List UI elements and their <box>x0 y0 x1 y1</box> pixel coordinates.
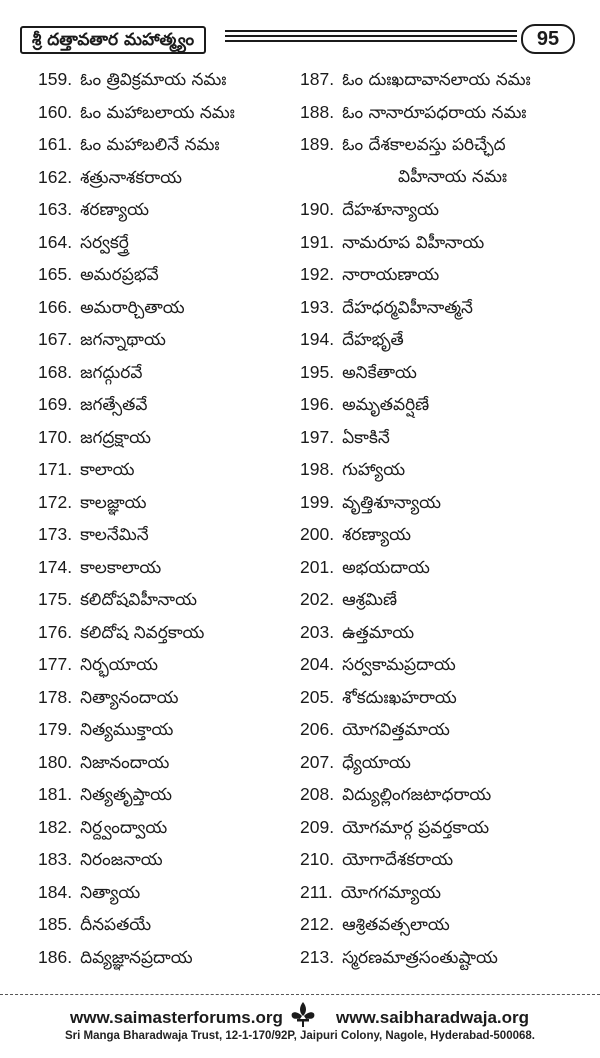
item-number: 179. <box>38 719 73 739</box>
item-name: జగన్నాథాయ <box>80 330 166 350</box>
name-list-item <box>38 486 300 519</box>
item-name: ఉత్తమాయ <box>342 622 415 643</box>
name-list-item <box>38 356 300 389</box>
item-number: 160. <box>38 101 73 122</box>
item-name: అమరార్చితాయ <box>80 297 185 318</box>
item-number: 168. <box>38 361 73 382</box>
item-name: శత్రునాశకరాయ <box>80 167 183 188</box>
item-name: అమృతవర్షిణే <box>342 395 430 415</box>
name-list-item <box>300 908 590 941</box>
item-number: 162. <box>38 166 73 187</box>
item-name: సర్వకర్త్రే <box>80 232 129 253</box>
item-name: ఆశ్రమిణే <box>342 590 398 610</box>
item-name: నిర్ద్వంద్వాయ <box>80 817 168 838</box>
item-number: 211. <box>300 881 333 902</box>
name-list-item <box>38 161 300 194</box>
name-list-item <box>38 616 300 649</box>
item-name: కలిదోష నివర్తకాయ <box>80 622 205 643</box>
name-list-item <box>300 453 590 486</box>
name-list-item <box>300 486 590 519</box>
name-list-item <box>300 128 590 161</box>
page-footer <box>0 1004 600 1042</box>
name-list-item <box>300 648 590 681</box>
item-name: నారాయణాయ <box>342 265 440 285</box>
item-name: సర్వకామప్రదాయ <box>342 655 456 675</box>
item-number: 208. <box>300 784 335 804</box>
item-number: 196. <box>300 394 335 414</box>
name-list-item <box>38 778 300 811</box>
name-list-item <box>300 63 590 96</box>
item-number: 170. <box>38 426 73 447</box>
name-list-item <box>300 616 590 649</box>
item-number: 210. <box>300 849 335 869</box>
item-name: ఓం నానారూపధరాయ నమః <box>342 102 527 123</box>
item-name: యోగాదేశకరాయ <box>342 850 454 870</box>
item-number: 213. <box>300 946 335 967</box>
item-name: ఆశ్రితవత్సలాయ <box>342 915 450 935</box>
item-number: 174. <box>38 556 73 577</box>
right-name-list <box>300 63 590 973</box>
name-list-item <box>38 291 300 324</box>
name-list-item <box>300 421 590 454</box>
item-number: 183. <box>38 849 73 869</box>
name-list-item <box>300 193 590 226</box>
item-number: 198. <box>300 459 335 479</box>
item-number: 199. <box>300 491 335 512</box>
item-name: నిత్యాయ <box>80 882 141 903</box>
item-name: దేహశూన్యాయ <box>342 200 439 220</box>
item-name: ధ్యేయాయ <box>342 752 411 773</box>
name-list-item <box>300 291 590 324</box>
name-list-item <box>38 746 300 779</box>
item-number: 190. <box>300 199 335 219</box>
item-name: కాలాయ <box>80 460 135 480</box>
item-number: 167. <box>38 329 73 349</box>
item-name: నిజానందాయ <box>80 752 170 773</box>
item-number: 180. <box>38 751 73 772</box>
item-name: వృత్తిశూన్యాయ <box>342 492 441 513</box>
name-list-item <box>300 323 590 356</box>
name-list-item <box>38 811 300 844</box>
item-name: నిత్యతృప్తాయ <box>80 785 172 805</box>
item-name: దివ్యజ్ఞానప్రదాయ <box>80 947 193 968</box>
name-list-item <box>38 583 300 616</box>
item-name: జగద్గురవే <box>80 362 143 383</box>
item-number: 176. <box>38 621 73 642</box>
name-list-item <box>38 193 300 226</box>
name-list-item <box>300 713 590 746</box>
name-list-item <box>300 941 590 974</box>
name-list-item <box>38 941 300 974</box>
item-name: నిత్యానందాయ <box>80 687 179 708</box>
item-name: జగత్సేతవే <box>80 395 148 415</box>
trust-address: Sri Manga Bharadwaja Trust, 12-1-170/92P, Jaipuri Colony, Nagole, Hyderabad-500068. <box>65 1030 535 1042</box>
name-list-item <box>38 453 300 486</box>
item-name: ఓం త్రివిక్రమాయ నమః <box>80 70 227 90</box>
item-number: 173. <box>38 524 73 544</box>
item-number: 182. <box>38 816 73 837</box>
item-name: నామరూప విహీనాయ <box>342 232 485 253</box>
fleur-de-lis-icon <box>288 1000 318 1030</box>
name-list-item <box>38 681 300 714</box>
item-name: ఓం మహాబలాయ నమః <box>80 102 235 123</box>
item-name: నిరంజనాయ <box>80 850 163 870</box>
page-number: 95 <box>521 24 575 54</box>
item-name: విద్యుల్లింగజటాధరాయ <box>342 785 492 805</box>
item-name: కాలజ్ఞాయ <box>80 492 147 513</box>
name-list-item <box>38 843 300 876</box>
name-list-item <box>300 258 590 291</box>
item-number: 195. <box>300 361 335 382</box>
item-number: 172. <box>38 491 73 512</box>
name-list-item <box>300 811 590 844</box>
left-name-list <box>38 63 300 973</box>
item-number: 188. <box>300 101 335 122</box>
name-list-item <box>300 681 590 714</box>
item-name: స్మరణమాత్రసంతుష్టాయ <box>342 947 498 968</box>
name-list-item <box>38 258 300 291</box>
item-number: 207. <box>300 751 335 772</box>
item-number: 194. <box>300 329 335 349</box>
item-name: యోగవిత్తమాయ <box>342 720 450 740</box>
footer-divider <box>0 994 600 995</box>
item-number: 200. <box>300 524 335 544</box>
item-name: దేహభృతే <box>342 330 404 350</box>
name-list-item <box>300 746 590 779</box>
item-number: 202. <box>300 589 335 609</box>
item-name: ఓం దుఃఖదావానలాయ నమః <box>342 70 531 90</box>
name-list-item <box>300 388 590 421</box>
item-name: నిర్భయాయ <box>80 655 158 675</box>
item-number: 165. <box>38 264 73 284</box>
item-number: 175. <box>38 589 73 609</box>
item-name: కలిదోషవిహీనాయ <box>80 590 197 610</box>
website-link-saibharadwaja[interactable]: www.saibharadwaja.org <box>336 1008 530 1027</box>
item-name: అనికేతాయ <box>342 362 417 383</box>
item-number: 169. <box>38 394 73 414</box>
item-number: 181. <box>38 784 73 804</box>
header-rule <box>225 30 517 46</box>
item-number: 203. <box>300 621 335 642</box>
item-name: అమరప్రభవే <box>80 265 159 285</box>
item-number: 177. <box>38 654 73 674</box>
item-name: యోగగమ్యాయ <box>340 882 441 903</box>
item-number: 191. <box>300 231 335 252</box>
item-name: శరణ్యాయ <box>80 200 149 220</box>
name-list-item <box>300 96 590 129</box>
item-number: 209. <box>300 816 335 837</box>
item-number: 189. <box>300 134 335 154</box>
item-number: 201. <box>300 556 335 577</box>
name-list-item <box>38 96 300 129</box>
item-name: కాలకాలాయ <box>80 557 162 578</box>
item-name: విహీనాయ నమః <box>398 166 508 187</box>
item-name: శరణ్యాయ <box>342 525 411 545</box>
name-list-item <box>38 63 300 96</box>
item-name: కాలనేమినే <box>80 525 149 545</box>
website-link-saimasterforums[interactable]: www.saimasterforums.org <box>70 1008 283 1027</box>
item-number: 184. <box>38 881 73 902</box>
item-name: జగద్రక్షాయ <box>80 427 152 448</box>
item-number: 164. <box>38 231 73 252</box>
item-name: అభయదాయ <box>342 557 430 578</box>
name-list-item <box>38 908 300 941</box>
item-name: శోకదుఃఖహరాయ <box>342 687 457 708</box>
item-number: 163. <box>38 199 73 219</box>
item-name: గుహ్యాయ <box>342 460 406 480</box>
name-list-item <box>300 843 590 876</box>
name-list-item <box>300 161 590 194</box>
item-number: 193. <box>300 296 335 317</box>
item-number: 171. <box>38 459 73 479</box>
item-name: యోగమార్గ ప్రవర్తకాయ <box>342 817 490 838</box>
name-list-item <box>38 226 300 259</box>
name-list-item <box>300 356 590 389</box>
item-number: 205. <box>300 686 335 707</box>
item-number: 206. <box>300 719 335 739</box>
name-list-item <box>38 388 300 421</box>
name-list-item <box>300 226 590 259</box>
name-list-item <box>300 551 590 584</box>
name-list-item <box>38 323 300 356</box>
item-number: 187. <box>300 69 335 89</box>
name-list-item <box>38 648 300 681</box>
item-name: దీనపతయే <box>80 915 152 935</box>
item-number: 166. <box>38 296 73 317</box>
item-number: 212. <box>300 914 335 934</box>
item-name: ఓం దేశకాలవస్తు పరిచ్ఛేద <box>342 135 506 155</box>
name-list-item <box>300 876 590 909</box>
page-header <box>20 26 575 52</box>
name-list-item <box>38 128 300 161</box>
item-name: దేహధర్మవిహీనాత్మనే <box>342 297 473 318</box>
item-number: 159. <box>38 69 73 89</box>
book-title: శ్రీ దత్తావతార మహాత్మ్యం <box>20 26 206 54</box>
name-list-item <box>38 713 300 746</box>
name-list-item <box>300 778 590 811</box>
item-number: 178. <box>38 686 73 707</box>
name-list-item <box>300 518 590 551</box>
item-number: 204. <box>300 654 335 674</box>
name-list-item <box>300 583 590 616</box>
item-number: 185. <box>38 914 73 934</box>
item-number: 197. <box>300 426 335 447</box>
name-list-item <box>38 876 300 909</box>
name-list-item <box>38 551 300 584</box>
item-number: 192. <box>300 264 335 284</box>
item-number: 161. <box>38 134 73 154</box>
item-name: ఓం మహాబలినే నమః <box>80 135 220 155</box>
item-name: నిత్యముక్తాయ <box>80 720 174 740</box>
name-list-item <box>38 421 300 454</box>
name-list-item <box>38 518 300 551</box>
item-number: 186. <box>38 946 73 967</box>
item-name: ఏకాకినే <box>342 427 390 448</box>
